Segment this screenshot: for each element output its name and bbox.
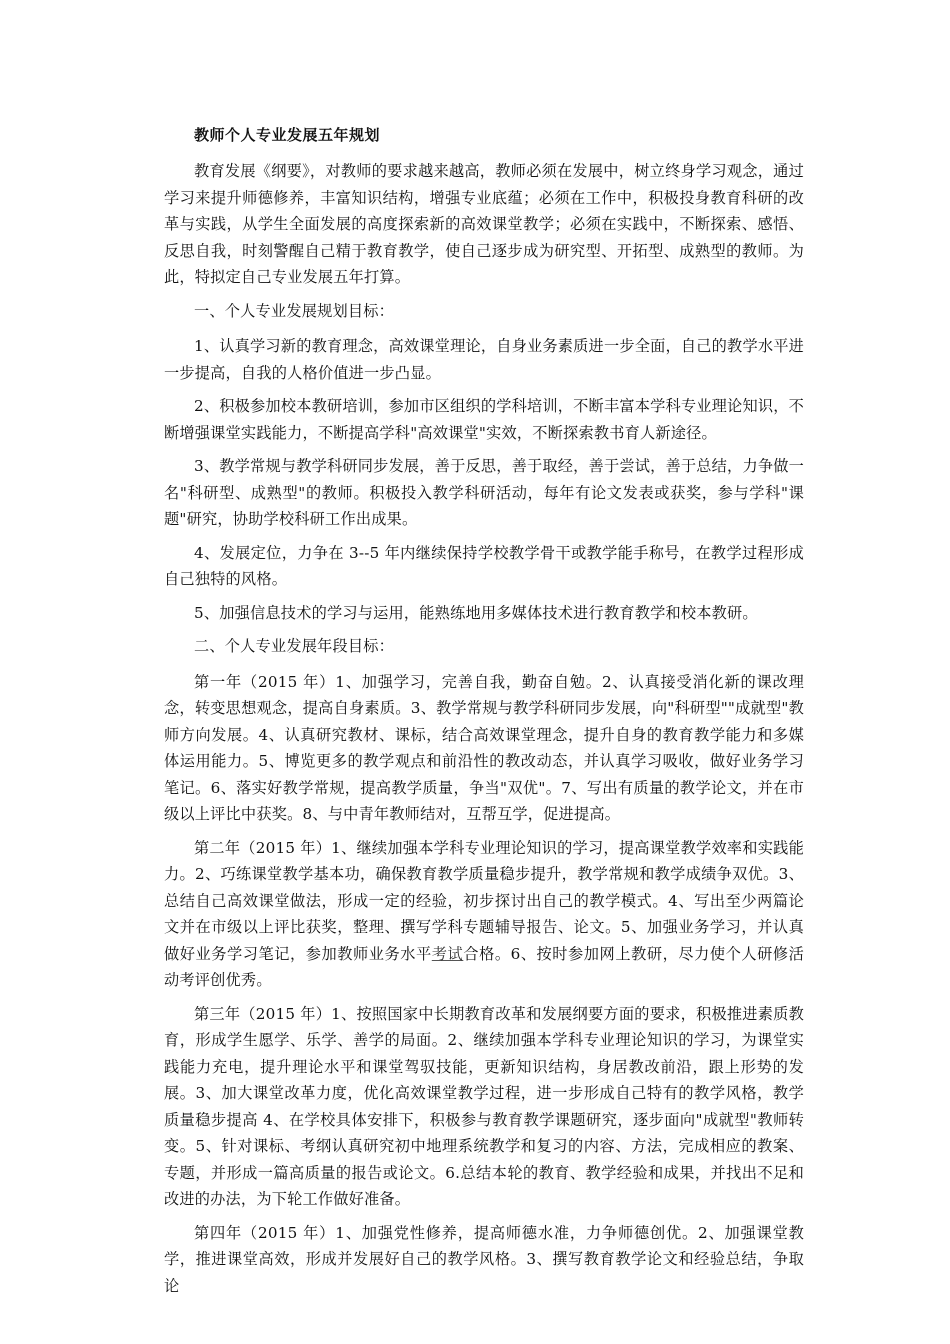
goal-item-1: 1、认真学习新的教育理念，高效课堂理论，自身业务素质进一步全面，自己的教学水平进一步提高，自我的人格价值进一步凸显。 <box>164 337 804 382</box>
year-1-paragraph: 第一年（2015 年）1、加强学习，完善自我，勤奋自勉。2、认真接受消化新的课改理念，转变思想观念，提高自身素质。3、教学常规与教学科研同步发展，向"科研型""成就型"教师方向发展。4、认真研究教材、课标，结合高效课堂理念，提升自身的教育教学能力和多媒体运用能力。5、博览更多的教学观点和前沿性的教改动态，并认真学习吸收，做好业务学习笔记。6、落实好教学常规，提高教学质量，争当"双优"。7、写出有质量的教学论文，并在市级以上评比中获奖。8、与中青年教师结对，互帮互学，促进提高。 <box>164 672 804 823</box>
year-4-paragraph: 第四年（2015 年）1、加强党性修养，提高师德水准，力争师德创优。2、加强课堂教学，推进课堂高效，形成并发展好自己的教学风格。3、撰写教育教学论文和经验总结，争取论 <box>164 1223 804 1295</box>
intro-paragraph: 教育发展《纲要》，对教师的要求越来越高，教师必须在发展中，树立终身学习观念，通过学习来提升师德修养，丰富知识结构，增强专业底蕴；必须在工作中，积极投身教育科研的改革与实践，从学生全面发展的高度探索新的高效课堂教学；必须在实践中，不断探索、感悟、反思自我，时刻警醒自己精于教育教学，使自己逐步成为研究型、开拓型、成熟型的教师。为此，特拟定自己专业发展五年打算。 <box>164 162 804 286</box>
year-2-text-end: 合格。6、按时参加网上教研，尽力使个人研修活动考评创优秀。 <box>164 944 804 989</box>
document-title: 教师个人专业发展五年规划 <box>194 126 381 144</box>
goal-item-3: 3、教学常规与教学科研同步发展，善于反思，善于取经，善于尝试，善于总结，力争做一名"科研型、成熟型"的教师。积极投入教学科研活动，每年有论文发表或获奖，参与学科"课题"研究，协助学校科研工作出成果。 <box>164 457 804 528</box>
year-2-paragraph <box>164 835 804 994</box>
goal-item-2: 2、积极参加校本教研培训，参加市区组织的学科培训，不断丰富本学科专业理论知识，不断增强课堂实践能力，不断提高学科"高效课堂"实效，不断探索教书育人新途径。 <box>164 397 804 442</box>
section-heading-goals: 一、个人专业发展规划目标： <box>194 301 395 320</box>
exam-link[interactable]: 考试 <box>431 944 464 963</box>
document-body <box>164 118 804 1306</box>
goal-item-5: 5、加强信息技术的学习与运用，能熟练地用多媒体技术进行教育教学和校本教研。 <box>194 603 758 622</box>
year-2-text-start: 第二年（2015 年）1、继续加强本学科专业理论知识的学习，提高课堂教学效率和实践能力。2、巧练课堂教学基本功，确保教育教学质量稳步提升，教学常规和教学成绩争双优。3、总结自己高效课堂做法，形成一定的经验，初步探讨出自己的教学模式。4、写出至少两篇论文并在市级以上评比获奖，整理、撰写学科专题辅导报告、论文。5、加强业务学习，并认真做好业务学习笔记，参加教师业务水平 <box>164 838 804 963</box>
goal-item-4: 4、发展定位，力争在 3--5 年内继续保持学校教学骨干或教学能手称号，在教学过程形成自己独特的风格。 <box>164 543 804 588</box>
section-heading-stages: 二、个人专业发展年段目标： <box>194 637 395 655</box>
year-3-paragraph: 第三年（2015 年）1、按照国家中长期教育改革和发展纲要方面的要求，积极推进素质教育，形成学生愿学、乐学、善学的局面。2、继续加强本学科专业理论知识的学习，为课堂实践能力充电，提升理论水平和课堂驾驭技能，更新知识结构，身居教改前沿，跟上形势的发展。3、加大课堂改革力度，优化高效课堂教学过程，进一步形成自己特有的教学风格，教学质量稳步提高 4、在学校具体安排下，积极参与教育教学课题研究，逐步面向"成就型"教师转变。5、针对课标、考纲认真研究初中地理系统教学和复习的内容、方法，完成相应的教案、专题，并形成一篇高质量的报告或论文。6.总结本轮的教育、教学经验和成果，并找出不足和改进的办法，为下轮工作做好准备。 <box>164 1004 804 1208</box>
